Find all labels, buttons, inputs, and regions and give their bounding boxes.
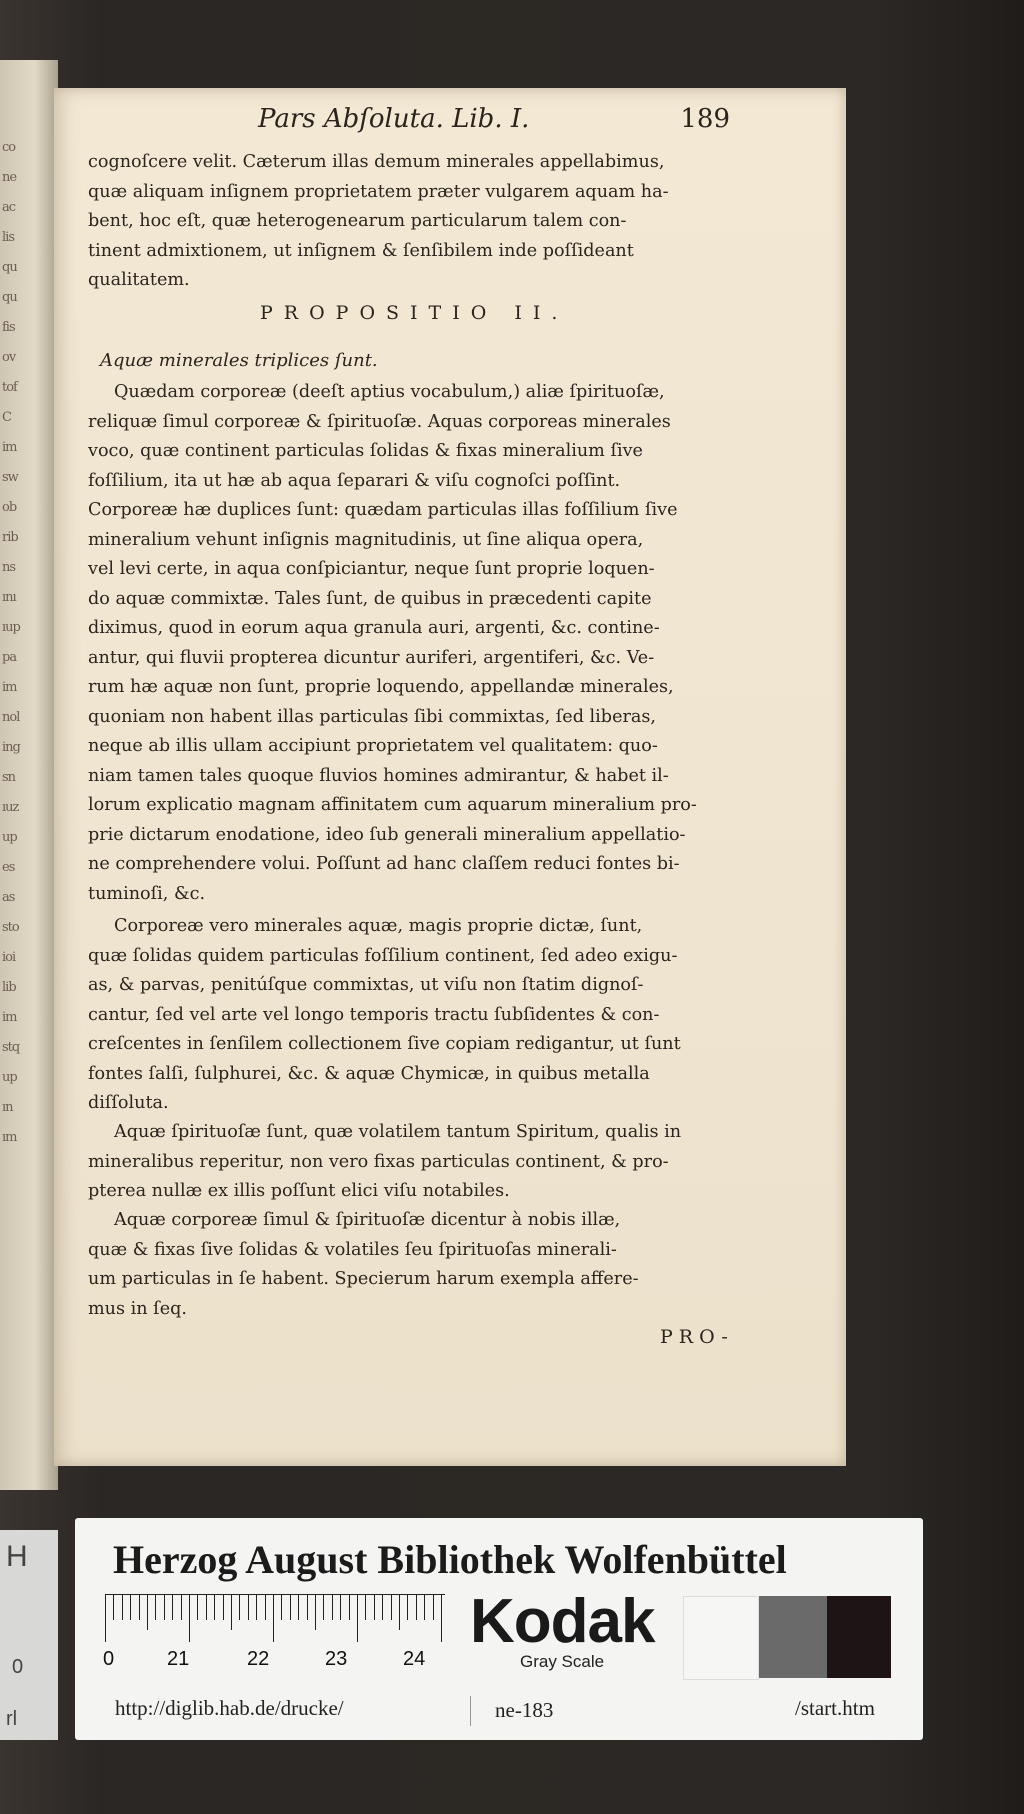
ruler-tick: [256, 1594, 257, 1620]
ruler-tick: [290, 1594, 291, 1620]
ruler-tick: [365, 1594, 366, 1620]
facing-page-fragment: ov: [2, 350, 16, 364]
ruler-tick: [307, 1594, 308, 1620]
ruler-tick: [349, 1594, 350, 1620]
facing-page-fragment: ac: [2, 200, 16, 214]
ruler-tick: [105, 1594, 106, 1642]
proposition-statement: Aquæ minerales triplices ſunt.: [100, 350, 378, 371]
facing-page-fragment: qu: [2, 290, 17, 304]
ruler-numbers: [103, 1648, 463, 1676]
text-line: foſſilium, ita ut hæ ab aqua ſeparari & viſu cognoſci poſſint.: [88, 470, 621, 491]
proposition-heading: PROPOSITIO II.: [260, 302, 569, 324]
facing-page-fragment: lis: [2, 230, 14, 244]
facing-page-fragment: ım: [2, 1130, 17, 1144]
ruler-tick: [147, 1594, 148, 1630]
text-line: diſſoluta.: [88, 1093, 169, 1113]
facing-page-fragment: es: [2, 860, 15, 874]
text-line: quæ ſolidas quidem particulas foſſilium continent, ſed adeo exigu-: [88, 945, 678, 966]
text-line: Corporeæ vero minerales aquæ, magis proprie dictæ, ſunt,: [114, 916, 643, 936]
text-line: quæ & fixas ſive ſolidas & volatiles ſeu ſpirituoſas minerali-: [88, 1239, 617, 1260]
grey-patch: [759, 1596, 827, 1678]
text-line: niam tamen tales quoque fluvios homines admirantur, & habet il-: [88, 765, 669, 786]
facing-page-fragment: up: [2, 1070, 17, 1084]
text-line: ne comprehendere volui. Poſſunt ad hanc claſſem reduci fontes bi-: [88, 854, 680, 874]
facing-page-fragment: im: [2, 440, 17, 454]
text-line: reliquæ ſimul corporeæ & ſpirituoſæ. Aquas corporeas minerales: [88, 411, 671, 432]
facing-page-fragment: lib: [2, 980, 16, 994]
facing-page-fragment: pa: [2, 650, 17, 664]
text-line: Quædam corporeæ (deeſt aptius vocabulum,) aliæ ſpirituoſæ,: [114, 382, 665, 402]
running-head-title: Pars Abſoluta. Lib. I.: [258, 104, 530, 134]
shelfmark: ne-183: [495, 1698, 554, 1722]
kodak-logo: Kodak: [470, 1587, 655, 1656]
text-line: antur, qui fluvii propterea dicuntur auriferi, argentiferi, &c. Ve-: [88, 647, 655, 668]
intro-paragraph: [88, 148, 738, 296]
ruler-tick: [265, 1594, 266, 1620]
left-target-strip: [0, 1530, 58, 1740]
ruler-tick: [197, 1594, 198, 1620]
ruler-tick: [399, 1594, 400, 1630]
facing-page-fragment: sn: [2, 770, 16, 784]
ruler-tick: [332, 1594, 333, 1620]
ruler-tick: [122, 1594, 123, 1620]
facing-page-fragment: ioi: [2, 950, 16, 964]
ruler-tick: [315, 1594, 316, 1630]
facing-page-fragment: ne: [2, 170, 17, 184]
separator: [470, 1696, 471, 1726]
ruler-tick: [164, 1594, 165, 1620]
page-number: 189: [680, 104, 730, 134]
facing-page-fragment: ını: [2, 590, 16, 604]
running-head: [150, 104, 730, 144]
text-line: rum hæ aquæ non ſunt, proprie loquendo, appellandæ minerales,: [88, 677, 674, 697]
text-line: do aquæ commixtæ. Tales ſunt, de quibus in præcedenti capite: [88, 588, 652, 609]
facing-page-fragment: stq: [2, 1040, 20, 1054]
text-line: cantur, ſed vel arte vel longo temporis tractu ſubſidentes & con-: [88, 1004, 660, 1025]
ruler-tick: [281, 1594, 282, 1620]
ruler-tick: [130, 1594, 131, 1620]
ruler-number: 23: [325, 1648, 348, 1670]
ruler-tick: [374, 1594, 375, 1620]
text-line: mus in ſeq.: [88, 1298, 187, 1319]
ruler-tick: [273, 1594, 274, 1642]
catchword: PRO-: [660, 1326, 734, 1348]
facing-page-fragment: up: [2, 830, 17, 844]
text-line: quæ aliquam inſignem proprietatem præter vulgarem aquam ha-: [88, 181, 669, 202]
text-line: Corporeæ hæ duplices ſunt: quædam particulas illas foſſilium ſive: [88, 500, 678, 520]
text-line: Aquæ corporeæ ſimul & ſpirituoſæ dicentur à nobis illæ,: [114, 1210, 621, 1230]
text-line: bent, hoc eſt, quæ heterogenearum particularum talem con-: [88, 211, 627, 231]
ruler-tick: [382, 1594, 383, 1620]
ruler-tick: [155, 1594, 156, 1620]
text-line: diximus, quod in eorum aqua granula auri, argenti, &c. contine-: [88, 618, 660, 638]
facing-page-fragment: sto: [2, 920, 19, 934]
url-prefix: http://diglib.hab.de/drucke/: [115, 1696, 344, 1720]
facing-page-fragment: sw: [2, 470, 18, 484]
facing-page-fragment: as: [2, 890, 15, 904]
color-target-card: [75, 1518, 923, 1740]
ruler-tick: [340, 1594, 341, 1620]
text-line: tuminoſi, &c.: [88, 883, 206, 904]
ruler-number: 22: [247, 1648, 270, 1670]
ruler-tick: [424, 1594, 425, 1620]
paragraph-4: [88, 1206, 738, 1324]
paragraph-2: [88, 912, 738, 1119]
text-line: lorum explicatio magnam affinitatem cum aquarum mineralium pro-: [88, 795, 697, 815]
ruler-number: 0: [103, 1648, 115, 1670]
ruler-tick: [323, 1594, 324, 1620]
text-line: mineralium vehunt inſignis magnitudinis, ut ſine aliqua opera,: [88, 529, 644, 550]
ruler-tick: [206, 1594, 207, 1620]
text-line: um particulas in ſe habent. Specierum harum exempla affere-: [88, 1269, 639, 1289]
paragraph-1: [88, 378, 738, 909]
strip-mark-3: rl: [6, 1708, 18, 1730]
text-line: quoniam non habent illas particulas ſibi commixtas, ſed liberas,: [88, 706, 656, 727]
measurement-ruler: [105, 1594, 445, 1654]
text-line: voco, quæ continent particulas ſolidas & fixas mineralium ſive: [88, 441, 643, 461]
text-line: neque ab illis ullam accipiunt proprietatem vel qualitatem: quo-: [88, 736, 658, 756]
ruler-tick: [248, 1594, 249, 1620]
facing-page-fragment: fis: [2, 320, 15, 334]
text-line: cognoſcere velit. Cæterum illas demum minerales appellabimus,: [88, 152, 665, 172]
text-line: qualitatem.: [88, 270, 190, 290]
ruler-tick: [113, 1594, 114, 1620]
text-line: mineralibus reperitur, non vero fixas particulas continent, & pro-: [88, 1151, 669, 1172]
text-line: fontes ſalſi, ſulphurei, &c. & aquæ Chymicæ, in quibus metalla: [88, 1063, 650, 1084]
facing-page-fragment: ıuz: [2, 800, 19, 814]
ruler-tick: [139, 1594, 140, 1620]
strip-mark-1: H: [6, 1540, 28, 1573]
ruler-tick: [416, 1594, 417, 1620]
ruler-tick: [357, 1594, 358, 1642]
ruler-tick: [172, 1594, 173, 1620]
strip-mark-2: 0: [12, 1656, 24, 1678]
paragraph-3: [88, 1118, 738, 1207]
text-line: creſcentes in ſenſilem collectionem ſive copiam redigantur, ut ſunt: [88, 1034, 681, 1054]
ruler-tick: [189, 1594, 190, 1642]
facing-page-fragment: ob: [2, 500, 17, 514]
ruler-number: 24: [403, 1648, 426, 1670]
facing-page-fragment: rib: [2, 530, 18, 544]
ruler-tick: [231, 1594, 232, 1630]
url-suffix: /start.htm: [795, 1696, 875, 1720]
text-line: pterea nullæ ex illis poſſunt elici viſu notabiles.: [88, 1181, 510, 1201]
facing-page-fragment: ns: [2, 560, 16, 574]
facing-page-fragment: qu: [2, 260, 17, 274]
facing-page-fragment: im: [2, 680, 17, 694]
facing-page-fragment: nol: [2, 710, 20, 724]
text-line: vel levi certe, in aqua conſpiciantur, neque ſunt proprie loquen-: [88, 559, 655, 579]
ruler-tick: [239, 1594, 240, 1620]
facing-page-fragment: im: [2, 1010, 17, 1024]
ruler-number: 21: [167, 1648, 190, 1670]
text-line: tinent admixtionem, ut inſignem & ſenſibilem inde poſſideant: [88, 240, 634, 261]
library-name: Herzog August Bibliothek Wolfenbüttel: [113, 1537, 787, 1582]
facing-page-fragment: co: [2, 140, 16, 154]
ruler-tick: [298, 1594, 299, 1620]
ruler-tick: [391, 1594, 392, 1620]
ruler-tick: [441, 1594, 442, 1642]
ruler-tick: [407, 1594, 408, 1620]
ruler-tick: [181, 1594, 182, 1620]
ruler-tick: [433, 1594, 434, 1620]
facing-page-fragment: ing: [2, 740, 20, 754]
gray-scale-label: Gray Scale: [520, 1652, 605, 1671]
text-line: Aquæ ſpirituoſæ ſunt, quæ volatilem tantum Spiritum, qualis in: [114, 1122, 682, 1142]
text-line: as, & parvas, penitúſque commixtas, ut viſu non ſtatim dignoſ-: [88, 975, 644, 995]
facing-page-fragment: C: [2, 410, 11, 424]
ruler-tick: [223, 1594, 224, 1620]
facing-page-edge: [0, 60, 58, 1490]
facing-page-fragment: tof: [2, 380, 17, 394]
black-patch: [827, 1596, 891, 1678]
facing-page-fragment: ın: [2, 1100, 13, 1114]
facing-page-fragment: ıup: [2, 620, 20, 634]
ruler-tick: [214, 1594, 215, 1620]
white-patch: [683, 1596, 759, 1680]
text-line: prie dictarum enodatione, ideo ſub generali mineralium appellatio-: [88, 824, 686, 845]
